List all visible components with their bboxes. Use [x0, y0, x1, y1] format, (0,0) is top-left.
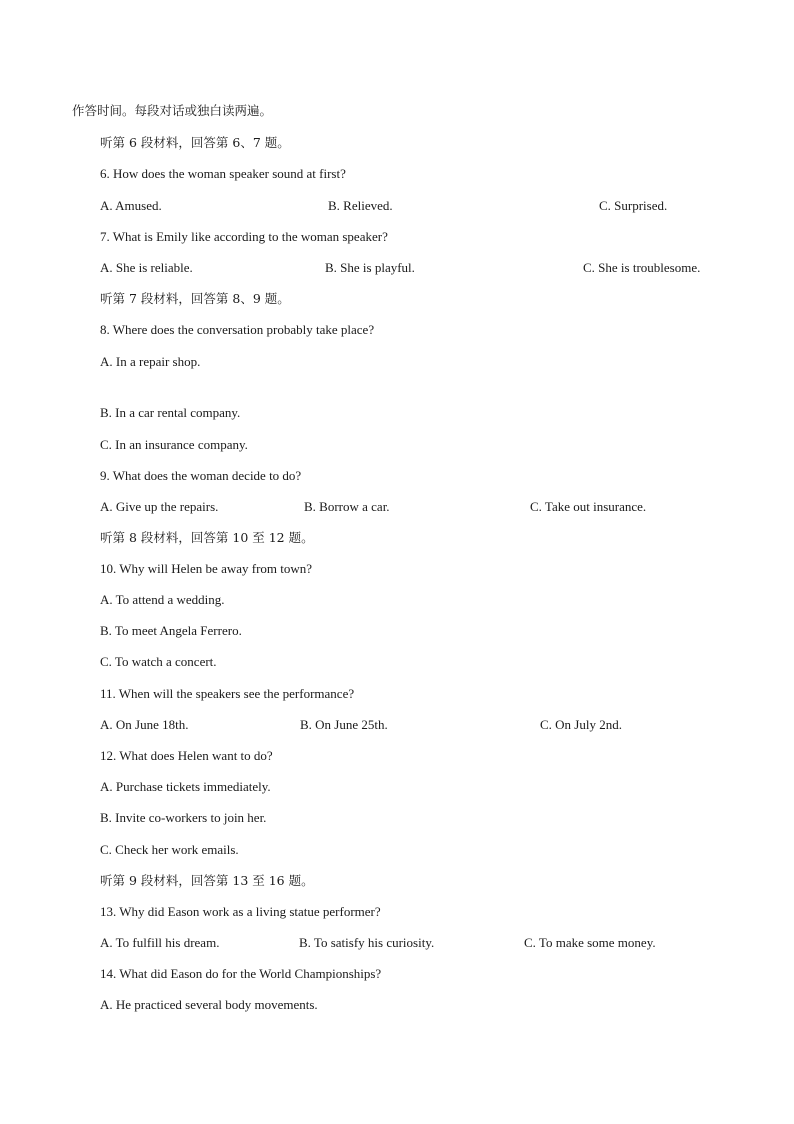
q9-option-b: B. Borrow a car.	[304, 499, 390, 514]
question-8: 8. Where does the conversation probably take place?	[100, 322, 375, 337]
q11-option-a: A. On June 18th.	[100, 717, 189, 732]
q11-option-c: C. On July 2nd.	[540, 717, 622, 732]
section-header-7: 听第 7 段材料，回答第 8、9 题。	[100, 291, 290, 306]
question-6: 6. How does the woman speaker sound at first?	[100, 166, 346, 181]
q6-option-a: A. Amused.	[100, 198, 162, 213]
q6-option-b: B. Relieved.	[328, 198, 393, 213]
section-header-8: 听第 8 段材料，回答第 10 至 12 题。	[100, 530, 314, 545]
q12-option-c: C. Check her work emails.	[100, 842, 239, 857]
question-13: 13. Why did Eason work as a living statue performer?	[100, 904, 381, 919]
question-7: 7. What is Emily like according to the woman speaker?	[100, 229, 388, 244]
q6-option-c: C. Surprised.	[599, 198, 668, 213]
q11-option-b: B. On June 25th.	[300, 717, 388, 732]
question-12: 12. What does Helen want to do?	[100, 748, 273, 763]
q10-option-c: C. To watch a concert.	[100, 654, 217, 669]
q7-option-c: C. She is troublesome.	[583, 260, 701, 275]
q8-option-a: A. In a repair shop.	[100, 354, 201, 369]
q13-option-a: A. To fulfill his dream.	[100, 935, 220, 950]
q13-option-c: C. To make some money.	[524, 935, 656, 950]
q9-option-c: C. Take out insurance.	[530, 499, 647, 514]
q14-option-a: A. He practiced several body movements.	[100, 997, 318, 1012]
section-header-6: 听第 6 段材料，回答第 6、7 题。	[100, 135, 290, 150]
q8-option-b: B. In a car rental company.	[100, 405, 241, 420]
question-14: 14. What did Eason do for the World Championships?	[100, 966, 382, 981]
q13-option-b: B. To satisfy his curiosity.	[299, 935, 435, 950]
q7-option-b: B. She is playful.	[325, 260, 415, 275]
question-9: 9. What does the woman decide to do?	[100, 468, 302, 483]
q12-option-b: B. Invite co-workers to join her.	[100, 810, 267, 825]
instructions-text: 作答时间。每段对话或独白读两遍。	[72, 103, 273, 118]
q10-option-b: B. To meet Angela Ferrero.	[100, 623, 242, 638]
q8-option-c: C. In an insurance company.	[100, 437, 248, 452]
q10-option-a: A. To attend a wedding.	[100, 592, 225, 607]
q9-option-a: A. Give up the repairs.	[100, 499, 219, 514]
q7-option-a: A. She is reliable.	[100, 260, 193, 275]
section-header-9: 听第 9 段材料，回答第 13 至 16 题。	[100, 873, 314, 888]
q12-option-a: A. Purchase tickets immediately.	[100, 779, 271, 794]
question-10: 10. Why will Helen be away from town?	[100, 561, 313, 576]
question-11: 11. When will the speakers see the performance?	[100, 686, 355, 701]
